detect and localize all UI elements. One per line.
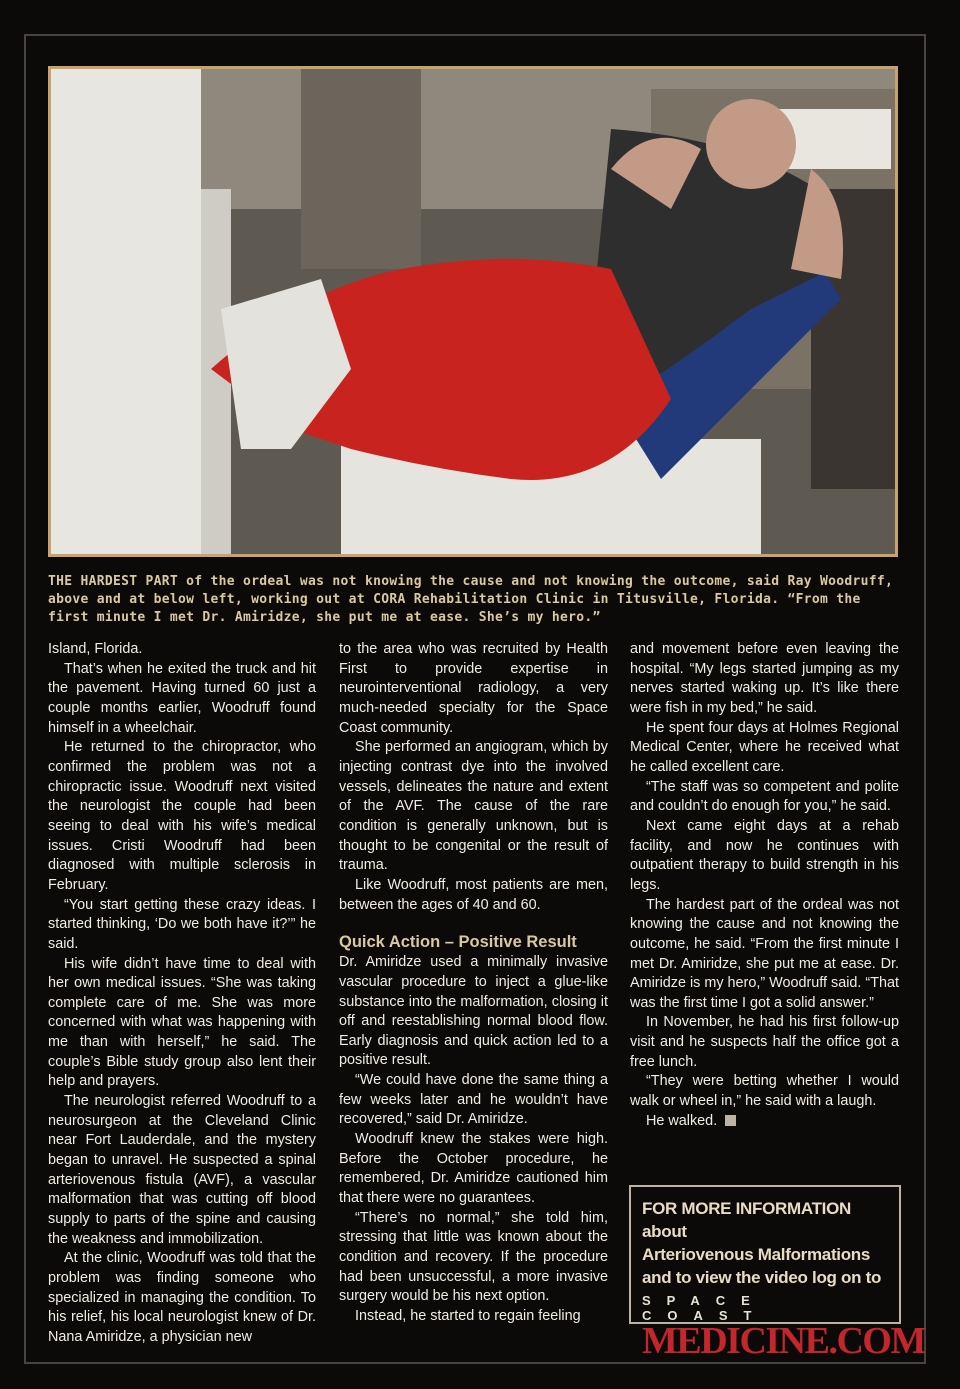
info-line-3: and to view the video log on to — [642, 1268, 882, 1287]
paragraph: Island, Florida. — [48, 641, 143, 657]
last-paragraph-text: He walked. — [646, 1112, 718, 1129]
paragraph: “They were betting whether I would walk or wheel in,” he said with a laugh. — [630, 1073, 899, 1110]
paragraph: That’s when he exited the truck and hit the pavement. Having turned 60 just a couple months earlier, Woodruff found himself in a wheelchair. — [48, 660, 316, 736]
paragraph: Instead, he started to regain feeling — [355, 1308, 581, 1324]
paragraph: to the area who was recruited by Health First to provide expertise in neurointerventional radiology, a very much-needed specialty for the Space Coast community. — [339, 641, 608, 736]
paragraph: The neurologist referred Woodruff to a neurosurgeon at the Cleveland Clinic near Fort Lauderdale, and the mystery began to unravel. He suspected a spinal arteriovenous fistula (AVF), a vascular malformation that was cutting off blood supply to parts of the spine and causing the weakness and immobilization. — [48, 1093, 316, 1247]
paragraph: “You start getting these crazy ideas. I started thinking, ‘Do we both have it?’” he said. — [48, 896, 316, 952]
paragraph: In November, he had his first follow-up visit and he suspects half the office got a free lunch. — [630, 1014, 899, 1070]
brand-medicine-link[interactable]: MEDICINE.COM — [642, 1320, 925, 1362]
paragraph: and movement before even leaving the hospital. “My legs started jumping as my nerves started waking up. It’s like there were fish in my bed,” he said. — [630, 641, 899, 716]
section-subheading: Quick Action – Positive Result — [339, 933, 577, 952]
paragraph: “We could have done the same thing a few weeks later and he wouldn’t have recovered,” said Dr. Amiridze. — [339, 1072, 608, 1128]
paragraph: She performed an angiogram, which by injecting contrast dye into the involved vessels, delineates the nature and extent of the AVF. The cause of the rare condition is generally unknown, but is thought to be congenital or the result of trauma. — [339, 739, 608, 874]
brand-space-coast: SPACE COAST — [642, 1293, 768, 1323]
paragraph: He spent four days at Holmes Regional Medical Center, where he received what he called excellent care. — [630, 719, 899, 775]
paragraph: Dr. Amiridze used a minimally invasive vascular procedure to inject a glue-like substance into the malformation, closing it off and reestablishing normal blood flow. Early diagnosis and quick action led to a positive result. — [339, 954, 608, 1069]
info-line-2: Arteriovenous Malformations — [642, 1245, 871, 1264]
paragraph: Like Woodruff, most patients are men, between the ages of 40 and 60. — [339, 876, 608, 913]
paragraph: At the clinic, Woodruff was told that the problem was finding someone who specialized in managing the condition. To his relief, his local neurologist knew of Dr. Nana Amiridze, a physician new — [48, 1250, 316, 1345]
paragraph: The hardest part of the ordeal was not knowing the cause and not knowing the outcome, he said. “From the first minute I met Dr. Amiridze, she put me at ease. Dr. Amiridze is my hero,” Woodruff said. “That was the first time I got a solid answer.” — [630, 896, 899, 1011]
paragraph: His wife didn’t have time to deal with her own medical issues. “She was taking complete care of me. She was more concerned with what was happening with me than with herself,” he said. The couple’s Bible study group also lent their help and prayers. — [48, 955, 316, 1090]
paragraph: “There’s no normal,” she told him, stressing that little was known about the condition and recovery. If the procedure had been unsuccessful, a more invasive surgery would be his next option. — [339, 1209, 608, 1305]
paragraph: “The staff was so competent and polite and couldn’t do enough for you,” he said. — [630, 778, 899, 815]
last-paragraph — [630, 1112, 899, 1132]
paragraph: Woodruff knew the stakes were high. Before the October procedure, he remembered, Dr. Amiridze cautioned him that there were no guarantees. — [339, 1131, 608, 1207]
article-photo — [48, 66, 898, 557]
end-mark-icon — [725, 1115, 736, 1126]
paragraph: He returned to the chiropractor, who confirmed the problem was not a chiropractic issue. Woodruff next visited the neurologist the couple had been seeing to deal with his wife’s medical issues. Cristi Woodruff had been diagnosed with multiple sclerosis in February. — [48, 739, 316, 893]
article-column-1 — [48, 640, 316, 1348]
article-column-3 — [630, 640, 899, 1131]
photo-caption: THE HARDEST PART of the ordeal was not knowing the cause and not knowing the outcome, said Ray Woodruff, above and at below left, working out at CORA Rehabilitation Clinic in Titusville, Florida. “From the first minute I met Dr. Amiridze, she put me at ease. She’s my hero.” — [48, 574, 894, 625]
more-info-box — [629, 1185, 925, 1362]
paragraph: Next came eight days at a rehab facility, and now he continues with outpatient therapy to build strength in his legs. — [630, 817, 899, 893]
info-line-1: FOR MORE INFORMATION about — [642, 1199, 851, 1241]
article-column-2 — [339, 640, 608, 1327]
rehab-exercise-photo — [51, 69, 895, 554]
